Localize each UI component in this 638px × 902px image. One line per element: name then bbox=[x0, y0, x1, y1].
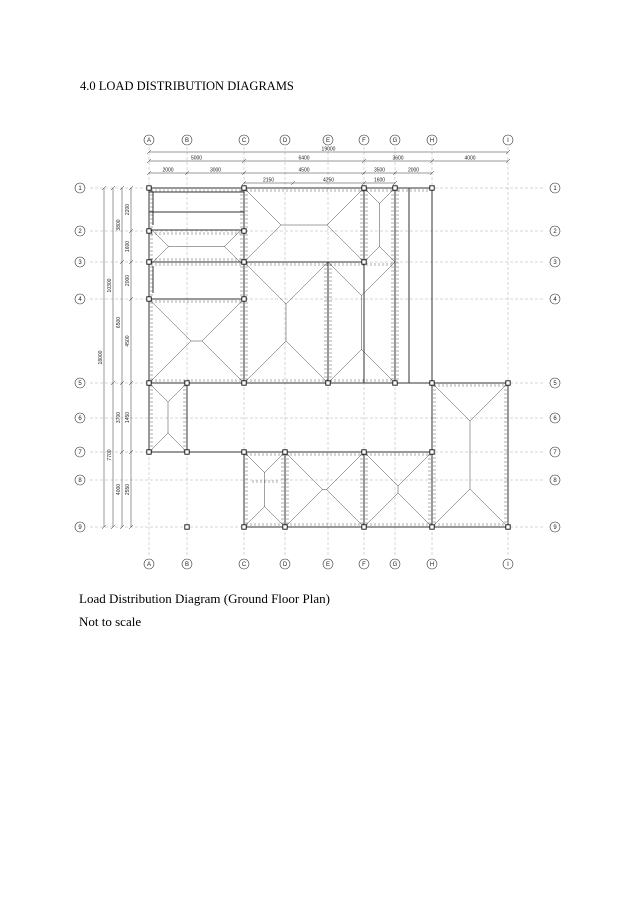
dim-left-level4-label: 1600 bbox=[125, 240, 131, 253]
tributary-line bbox=[364, 452, 398, 486]
column-A3 bbox=[147, 260, 151, 264]
grid-bubble-left-8-label: 8 bbox=[78, 478, 82, 485]
grid-bubble-bottom-C-label: C bbox=[241, 562, 247, 569]
column-C4 bbox=[242, 297, 246, 301]
column-I5 bbox=[506, 381, 510, 385]
dim-left-level2-label: 7700 bbox=[107, 449, 113, 461]
tributary-line bbox=[244, 225, 281, 262]
grid-bubbles bbox=[75, 135, 560, 569]
tributary-line bbox=[265, 507, 286, 528]
dim-top-level3-label: 3500 bbox=[373, 167, 386, 174]
tributary-line bbox=[328, 350, 362, 384]
grid-bubble-bottom-H-label: H bbox=[429, 562, 435, 569]
column-C9 bbox=[242, 525, 246, 529]
tributary-line bbox=[225, 247, 241, 263]
column-B9 bbox=[185, 525, 189, 529]
dim-left-level3-label: 4000 bbox=[116, 483, 122, 496]
grid-bubble-right-3-label: 3 bbox=[553, 260, 557, 267]
column-C1 bbox=[242, 186, 246, 190]
tributary-line bbox=[285, 490, 323, 528]
grid-bubble-left-3-label: 3 bbox=[78, 260, 82, 267]
grid-bubble-top-C-label: C bbox=[241, 138, 247, 145]
tributary-line bbox=[149, 433, 168, 452]
dim-left-level4-label: 2200 bbox=[125, 203, 131, 216]
column-B5 bbox=[185, 381, 189, 385]
column-A1 bbox=[147, 186, 151, 190]
dimension-lines bbox=[98, 147, 510, 530]
tributary-line bbox=[364, 493, 398, 527]
grid-bubble-right-9-label: 9 bbox=[553, 525, 557, 532]
tributary-line bbox=[328, 262, 362, 296]
column-F1 bbox=[362, 186, 366, 190]
tributary-line bbox=[432, 383, 470, 421]
dim-top-level3-label: 2000 bbox=[162, 167, 174, 174]
grid-bubble-top-G-label: G bbox=[392, 138, 398, 145]
grid-bubble-right-1-label: 1 bbox=[553, 186, 557, 193]
column-C5 bbox=[242, 381, 246, 385]
tributary-line bbox=[202, 299, 244, 341]
diagram-caption: Load Distribution Diagram (Ground Floor Plan) bbox=[79, 591, 330, 606]
grid-bubble-right-8-label: 8 bbox=[553, 478, 557, 485]
grid-bubble-bottom-G-label: G bbox=[392, 562, 398, 569]
page-heading: 4.0 LOAD DISTRIBUTION DIAGRAMS bbox=[80, 79, 294, 93]
column-A5 bbox=[147, 381, 151, 385]
grid-bubble-right-6-label: 6 bbox=[553, 416, 557, 423]
beam-lines bbox=[149, 188, 508, 527]
tributary-line bbox=[327, 452, 365, 490]
column-D7 bbox=[283, 450, 287, 454]
tributary-line bbox=[327, 490, 365, 528]
dim-top-level2-label: 5000 bbox=[190, 155, 203, 162]
grid-bubble-left-6-label: 6 bbox=[78, 416, 82, 423]
grid-bubble-top-A-label: A bbox=[146, 138, 152, 145]
column-C2 bbox=[242, 229, 246, 233]
dim-top-level2-label: 6400 bbox=[298, 155, 310, 162]
tributary-line bbox=[244, 188, 281, 225]
tributary-line bbox=[362, 262, 396, 296]
tributary-line bbox=[398, 493, 432, 527]
tributary-line bbox=[432, 489, 470, 527]
dim-top-level3-label: 4500 bbox=[298, 167, 310, 174]
grid-bubble-bottom-E-label: E bbox=[325, 562, 331, 569]
grid-bubble-top-F-label: F bbox=[362, 138, 366, 145]
dim-top-level4-label: 1600 bbox=[373, 177, 386, 184]
dim-top-level2-label: 4000 bbox=[464, 155, 476, 162]
column-C7 bbox=[242, 450, 246, 454]
column-A4 bbox=[147, 297, 151, 301]
column-F3 bbox=[362, 260, 366, 264]
grid-bubble-top-B-label: B bbox=[184, 138, 190, 145]
grid-bubble-left-4-label: 4 bbox=[78, 297, 82, 304]
column-A7 bbox=[147, 450, 151, 454]
dim-left-level3-label: 6500 bbox=[116, 316, 122, 329]
grid-bubble-top-D-label: D bbox=[282, 138, 288, 145]
tributary-line bbox=[168, 433, 187, 452]
column-H5 bbox=[430, 381, 434, 385]
tributary-line bbox=[327, 225, 364, 262]
grid-bubble-left-2-label: 2 bbox=[78, 229, 82, 236]
tributary-line bbox=[153, 247, 169, 263]
grid-bubble-bottom-I-label: I bbox=[507, 562, 509, 569]
tributary-line bbox=[153, 231, 169, 247]
column-D9 bbox=[283, 525, 287, 529]
grid-bubble-top-H-label: H bbox=[429, 138, 435, 145]
grid-bubble-right-5-label: 5 bbox=[553, 381, 557, 388]
dim-left-level4-label: 2000 bbox=[125, 274, 131, 287]
dim-top-level3-label: 3000 bbox=[209, 167, 222, 174]
column-H1 bbox=[430, 186, 434, 190]
grid-bubble-top-E-label: E bbox=[325, 138, 331, 145]
grid-bubble-left-5-label: 5 bbox=[78, 381, 82, 388]
grid-bubble-left-7-label: 7 bbox=[78, 450, 82, 457]
tributary-line bbox=[327, 188, 364, 225]
dim-top-level4-label: 4250 bbox=[322, 177, 335, 184]
grid-bubble-left-9-label: 9 bbox=[78, 525, 82, 532]
tributary-line bbox=[362, 350, 396, 384]
dim-left-level3-label: 3700 bbox=[116, 411, 122, 424]
tributary-line bbox=[149, 341, 191, 383]
column-H7 bbox=[430, 450, 434, 454]
tributary-line bbox=[285, 452, 323, 490]
grid-bubble-bottom-B-label: B bbox=[184, 562, 190, 569]
grid-bubble-bottom-D-label: D bbox=[282, 562, 288, 569]
dim-top-level3-label: 2000 bbox=[407, 167, 420, 174]
column-B7 bbox=[185, 450, 189, 454]
tributary-line bbox=[286, 341, 328, 383]
dim-left-level4-label: 1450 bbox=[125, 411, 131, 424]
dim-left-level4-label: 2550 bbox=[125, 483, 131, 496]
tributary-line bbox=[470, 489, 508, 527]
dim-left-level3-label: 3800 bbox=[116, 219, 122, 231]
grid-bubble-right-7-label: 7 bbox=[553, 450, 557, 457]
grid-bubble-left-1-label: 1 bbox=[78, 186, 82, 193]
tributary-line bbox=[202, 341, 244, 383]
dim-top-overall-label: 19000 bbox=[321, 146, 336, 153]
column-I9 bbox=[506, 525, 510, 529]
dim-top-level2-label: 3600 bbox=[392, 155, 404, 162]
tributary-line bbox=[244, 262, 286, 304]
column-A2 bbox=[147, 229, 151, 233]
column-C3 bbox=[242, 260, 246, 264]
tributary-line bbox=[149, 299, 191, 341]
tributary-line bbox=[225, 231, 241, 247]
grid-bubble-bottom-F-label: F bbox=[362, 562, 366, 569]
dim-top-level4-label: 2150 bbox=[262, 177, 275, 184]
tributary-line bbox=[380, 247, 396, 263]
column-F7 bbox=[362, 450, 366, 454]
dim-left-overall-label: 18000 bbox=[98, 350, 104, 365]
column-E5 bbox=[326, 381, 330, 385]
grid-bubble-top-I-label: I bbox=[507, 138, 509, 145]
tributary-line bbox=[470, 383, 508, 421]
dim-left-level4-label: 4500 bbox=[125, 335, 131, 347]
grid-bubble-right-4-label: 4 bbox=[553, 297, 557, 304]
column-H9 bbox=[430, 525, 434, 529]
dim-left-level2-label: 10300 bbox=[107, 278, 113, 293]
tributary-line bbox=[286, 262, 328, 304]
column-G1 bbox=[393, 186, 397, 190]
tributary-line bbox=[244, 341, 286, 383]
scale-note: Not to scale bbox=[79, 614, 142, 629]
grid-bubble-bottom-A-label: A bbox=[146, 562, 152, 569]
column-G5 bbox=[393, 381, 397, 385]
column-F9 bbox=[362, 525, 366, 529]
tributary-line bbox=[398, 452, 432, 486]
grid-bubble-right-2-label: 2 bbox=[553, 229, 557, 236]
